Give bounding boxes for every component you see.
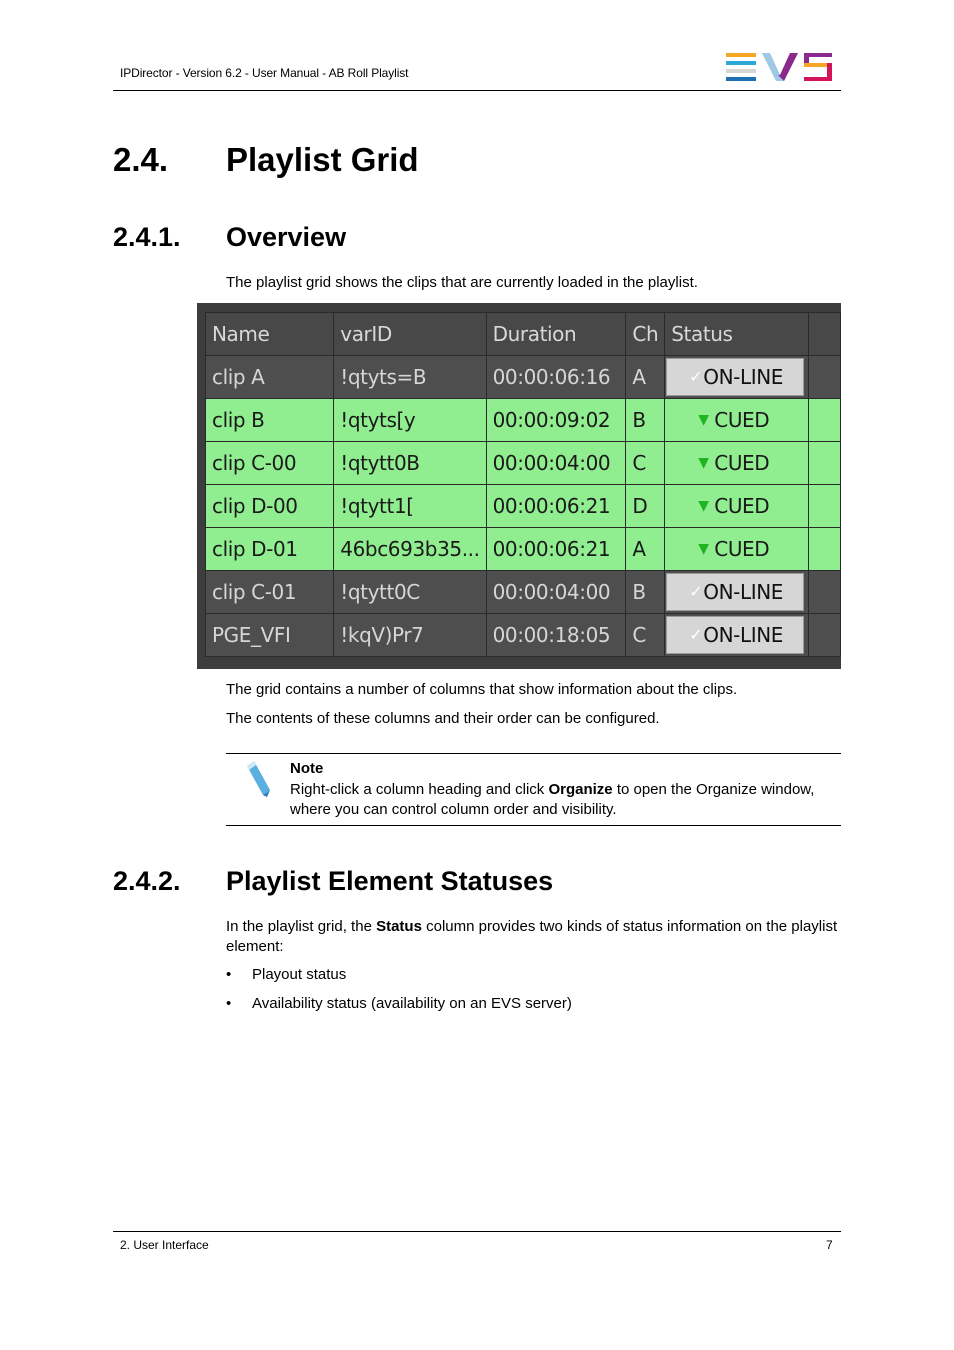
checkmark-icon: ✓: [689, 367, 703, 386]
section-number: 2.4.: [113, 141, 169, 178]
status-label: CUED: [714, 408, 770, 432]
cued-triangle-icon: ▼: [698, 412, 709, 428]
cell-name: clip C-00: [206, 442, 334, 485]
cell-varid: !qtyts[y: [334, 399, 486, 442]
playlist-grid-screenshot: [197, 303, 841, 669]
cell-varid: !qtytt1[: [334, 485, 486, 528]
cell-name: PGE_VFI: [206, 614, 334, 657]
cell-duration: 00:00:04:00: [486, 442, 626, 485]
statuses-number: 2.4.2.: [113, 866, 181, 896]
note-top-divider: [226, 753, 841, 754]
cell-name: clip A: [206, 356, 334, 399]
online-status-badge: [666, 573, 804, 611]
section-title: Playlist Grid: [226, 141, 419, 178]
cell-empty: [808, 528, 840, 571]
cell-duration: 00:00:06:16: [486, 356, 626, 399]
grid-description: The grid contains a number of columns that show information about the clips.: [226, 681, 738, 698]
status-label: CUED: [714, 537, 770, 561]
table-row[interactable]: [206, 528, 841, 571]
note-bottom-divider: [226, 825, 841, 826]
grid-config-description: The contents of these columns and their order can be configured.: [226, 710, 660, 727]
table-row[interactable]: [206, 614, 841, 657]
cell-channel: B: [626, 399, 665, 442]
cell-empty: [808, 399, 840, 442]
cell-varid: !qtytt0C: [334, 571, 486, 614]
cell-channel: A: [626, 528, 665, 571]
checkmark-icon: ✓: [689, 582, 703, 601]
cell-status: [665, 356, 809, 399]
column-header-status[interactable]: Status: [665, 313, 809, 356]
overview-intro: The playlist grid shows the clips that are currently loaded in the playlist.: [226, 274, 698, 291]
status-label: ON-LINE: [703, 580, 784, 604]
cell-varid: !qtytt0B: [334, 442, 486, 485]
cued-status: [666, 408, 769, 432]
cued-triangle-icon: ▼: [698, 455, 709, 471]
online-status-badge: [666, 616, 804, 654]
note-text: [290, 780, 840, 820]
note-text-part: Right-click a column heading and click: [290, 781, 549, 798]
pencil-icon: [243, 760, 273, 798]
cued-status: [666, 494, 769, 518]
bullet-playout-status: Playout status: [252, 966, 347, 983]
cell-name: clip B: [206, 399, 334, 442]
note-title: Note: [290, 760, 324, 777]
footer-page-number: 7: [826, 1238, 833, 1252]
statuses-intro: [226, 917, 841, 957]
bullet-availability-status: Availability status (availability on an EVS server): [252, 995, 572, 1012]
cell-status: [665, 614, 809, 657]
header-title: IPDirector - Version 6.2 - User Manual - AB Roll Playlist: [120, 66, 409, 80]
header-divider: [113, 90, 841, 91]
statuses-status-term: Status: [376, 918, 422, 935]
bullet-marker: •: [226, 995, 232, 1012]
note-text-part: to open the Organize window, where you can control column order and visibility.: [290, 781, 815, 818]
note-organize-term: Organize: [548, 781, 613, 798]
cell-channel: B: [626, 571, 665, 614]
column-header-duration[interactable]: Duration: [486, 313, 626, 356]
cell-status: [665, 528, 809, 571]
cell-name: clip D-00: [206, 485, 334, 528]
column-header-empty: [808, 313, 840, 356]
cell-varid: 46bc693b35...: [334, 528, 486, 571]
cell-name: clip D-01: [206, 528, 334, 571]
cell-empty: [808, 442, 840, 485]
status-label: ON-LINE: [703, 365, 784, 389]
cell-channel: C: [626, 442, 665, 485]
cell-channel: D: [626, 485, 665, 528]
cell-channel: A: [626, 356, 665, 399]
table-row[interactable]: [206, 356, 841, 399]
checkmark-icon: ✓: [689, 625, 703, 644]
cell-empty: [808, 485, 840, 528]
cued-triangle-icon: ▼: [698, 498, 709, 514]
cued-status: [666, 537, 769, 561]
cell-channel: C: [626, 614, 665, 657]
overview-title: Overview: [226, 222, 347, 252]
overview-number: 2.4.1.: [113, 222, 181, 252]
cell-varid: !qtyts=B: [334, 356, 486, 399]
cell-status: [665, 485, 809, 528]
table-row[interactable]: [206, 442, 841, 485]
evs-logo: [726, 53, 834, 83]
cued-triangle-icon: ▼: [698, 541, 709, 557]
statuses-intro-part: In the playlist grid, the: [226, 918, 377, 935]
cell-varid: !kqV)Pr7: [334, 614, 486, 657]
playlist-grid: [205, 312, 841, 657]
cell-empty: [808, 571, 840, 614]
cell-duration: 00:00:06:21: [486, 485, 626, 528]
cell-status: [665, 442, 809, 485]
cell-duration: 00:00:18:05: [486, 614, 626, 657]
status-label: CUED: [714, 494, 770, 518]
table-row[interactable]: [206, 571, 841, 614]
column-header-varid[interactable]: varID: [334, 313, 486, 356]
cell-empty: [808, 614, 840, 657]
bullet-marker: •: [226, 966, 232, 983]
cell-duration: 00:00:06:21: [486, 528, 626, 571]
footer-divider: [113, 1231, 841, 1232]
footer-chapter: 2. User Interface: [120, 1238, 209, 1252]
status-label: ON-LINE: [703, 623, 784, 647]
column-header-channel[interactable]: Ch: [626, 313, 665, 356]
cell-empty: [808, 356, 840, 399]
table-row[interactable]: [206, 399, 841, 442]
statuses-title: Playlist Element Statuses: [226, 866, 554, 896]
grid-header-row: [206, 313, 841, 356]
table-row[interactable]: [206, 485, 841, 528]
statuses-intro-part: column provides two kinds of status information on the playlist element:: [226, 918, 838, 955]
cell-duration: 00:00:09:02: [486, 399, 626, 442]
cued-status: [666, 451, 769, 475]
online-status-badge: [666, 358, 804, 396]
cell-name: clip C-01: [206, 571, 334, 614]
status-label: CUED: [714, 451, 770, 475]
column-header-name[interactable]: Name: [206, 313, 334, 356]
cell-status: [665, 399, 809, 442]
cell-status: [665, 571, 809, 614]
cell-duration: 00:00:04:00: [486, 571, 626, 614]
